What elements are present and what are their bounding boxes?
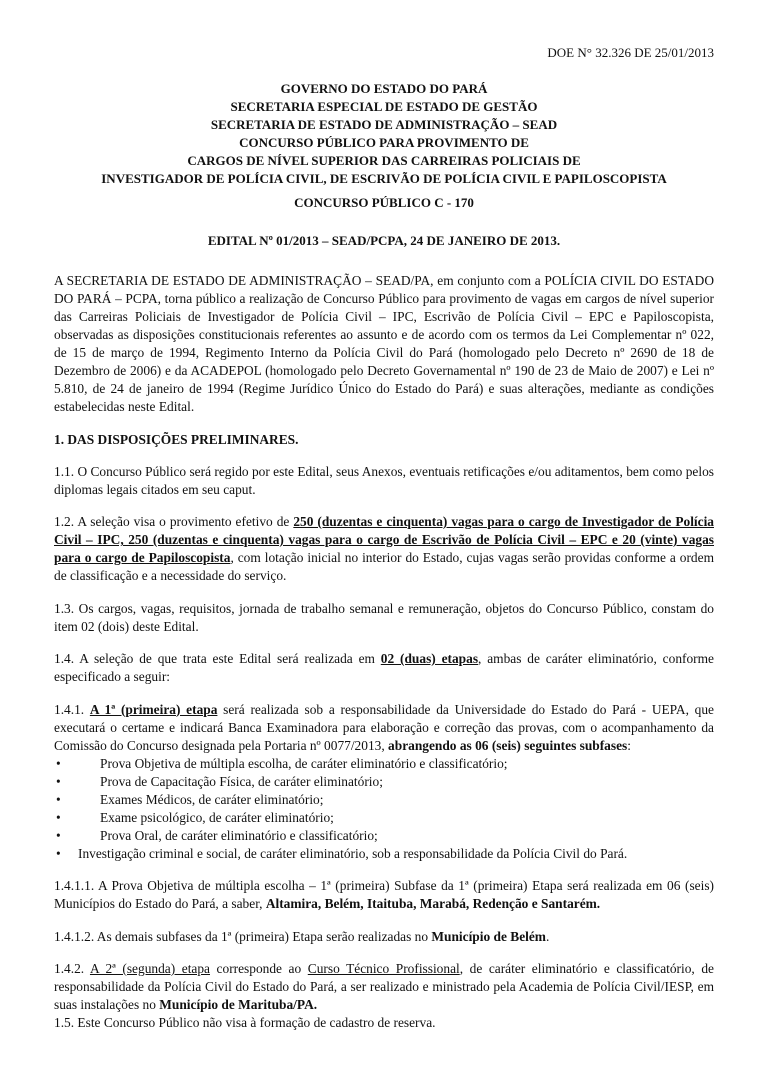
paragraph-1-4-1-1: 1.4.1.1. A Prova Objetiva de múltipla escolha – 1ª (primeira) Subfase da 1ª (primeira) Etapa será realizada em 06 (seis) Municípios do Estado do Pará, a saber, Altamira, Belém, Itaituba, Marabá, Redenção e Santarém. xyxy=(54,878,714,911)
header-line: CONCURSO PÚBLICO PARA PROVIMENTO DE xyxy=(239,135,529,150)
paragraph-1-4-1: 1.4.1. A 1ª (primeira) etapa será realizada sob a responsabilidade da Universidade do Estado do Pará - UEPA, que executará o certame e indicará Banca Examinadora para elaboração e correção das provas, com o acompanhamento da Comissão do Concurso designada pela Portaria nº 0077/2013, abrangendo as 06 (seis) seguintes subfases: xyxy=(54,701,714,753)
paragraph-1-2: 1.2. A seleção visa o provimento efetivo de 250 (duzentas e cinquenta) vagas para o cargo de Investigador de Polícia Civil – IPC, 250 (duzentas e cinquenta) vagas para o cargo de Escrivão de Polícia Civil – EPC e 20 (vinte) vagas para o cargo de Papiloscopista, com lotação inicial no interior do Estado, cujas vagas serão providas conforme a ordem de classificação e a necessidade do serviço. xyxy=(54,514,714,583)
list-item: • Prova Objetiva de múltipla escolha, de caráter eliminatório e classificatório; xyxy=(54,755,714,773)
list-item: • Exame psicológico, de caráter eliminatório; xyxy=(54,809,714,827)
paragraph-1-1: 1.1. O Concurso Público será regido por este Edital, seus Anexos, eventuais retificações e/ou aditamentos, bem como pelos diplomas legais citados em seu caput. xyxy=(54,463,714,497)
paragraph-1-4-1-2: 1.4.1.2. As demais subfases da 1ª (primeira) Etapa serão realizadas no Município de Belém. xyxy=(54,928,550,944)
header-line: INVESTIGADOR DE POLÍCIA CIVIL, DE ESCRIVÃO DE POLÍCIA CIVIL E PAPILOSCOPISTA xyxy=(101,171,667,186)
paragraph-1-3: 1.3. Os cargos, vagas, requisitos, jornada de trabalho semanal e remuneração, objetos do Concurso Público, constam do item 02 (dois) deste Edital. xyxy=(54,600,714,634)
doe-reference: DOE N° 32.326 DE 25/01/2013 xyxy=(547,45,714,60)
subfases-list xyxy=(54,755,714,863)
document-header xyxy=(54,80,714,188)
intro-paragraph: A SECRETARIA DE ESTADO DE ADMINISTRAÇÃO – SEAD/PA, em conjunto com a POLÍCIA CIVIL DO ESTADO DO PARÁ – PCPA, torna público a realização de Concurso Público para provimento de vagas em cargos de nível superior das Carreiras Policiais de Investigador de Polícia Civil – IPC, Escrivão de Polícia Civil – EPC e Papiloscopista, observadas as disposições constitucionais referentes ao assunto e de acordo com os termos da Lei Complementar nº 022, de 15 de março de 1994, Regimento Interno da Polícia Civil do Pará (homologado pelo Decreto nº 2690 de 18 de Dezembro de 2006) e da ACADEPOL (homologado pelo Decreto Governamental nº 190 de 23 de Maio de 2007) e Lei nº 5.810, de 24 de janeiro de 1994 (Regime Jurídico Único do Estado do Pará) e suas alterações, mediante as condições estabelecidas neste Edital. xyxy=(54,273,714,414)
header-line: SECRETARIA DE ESTADO DE ADMINISTRAÇÃO – SEAD xyxy=(210,117,558,132)
edital-title: EDITAL Nº 01/2013 – SEAD/PCPA, 24 DE JANEIRO DE 2013. xyxy=(207,233,561,248)
list-item: • Prova Oral, de caráter eliminatório e classificatório; xyxy=(54,827,714,845)
section-heading: 1. DAS DISPOSIÇÕES PRELIMINARES. xyxy=(54,431,299,447)
header-line: SECRETARIA ESPECIAL DE ESTADO DE GESTÃO xyxy=(230,99,538,114)
list-item: • Investigação criminal e social, de caráter eliminatório, sob a responsabilidade da Polícia Civil do Pará. xyxy=(54,845,714,863)
paragraph-1-4-2: 1.4.2. A 2ª (segunda) etapa corresponde ao Curso Técnico Profissional, de caráter eliminatório e classificatório, de responsabilidade da Polícia Civil do Estado do Pará, a ser realizado e ministrado pela Academia de Polícia Civil/IESP, em suas instalações no Município de Marituba/PA. xyxy=(54,961,714,1012)
concurso-title: CONCURSO PÚBLICO C - 170 xyxy=(294,195,474,210)
paragraph-1-4: 1.4. A seleção de que trata este Edital será realizada em 02 (duas) etapas, ambas de caráter eliminatório, conforme especificado a seguir: xyxy=(54,651,714,684)
list-item: • Exames Médicos, de caráter eliminatório; xyxy=(54,791,714,809)
header-line: GOVERNO DO ESTADO DO PARÁ xyxy=(280,81,488,96)
header-line: CARGOS DE NÍVEL SUPERIOR DAS CARREIRAS POLICIAIS DE xyxy=(187,153,581,168)
document-body xyxy=(54,272,714,1032)
paragraph-1-5: 1.5. Este Concurso Público não visa à formação de cadastro de reserva. xyxy=(54,1015,436,1030)
list-item: • Prova de Capacitação Física, de caráter eliminatório; xyxy=(54,773,714,791)
